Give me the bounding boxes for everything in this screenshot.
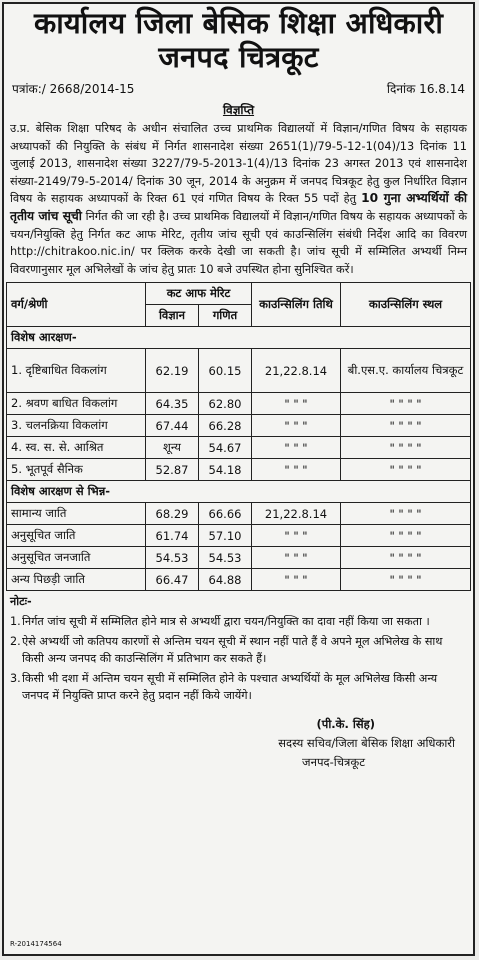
notice-page (2, 2, 475, 956)
note-text: किसी भी दशा में अन्तिम चयन सूची में सम्मिलित होने के पश्चात अभ्यर्थियों के मूल अभिलेख किसी अन्य जनपद में नियुक्ति प्राप्त करने हेतु प्रदान नहीं किये जायेंगे। (22, 671, 438, 703)
row-category: 4. स्व. स. से. आश्रित (7, 437, 146, 459)
row-venue: " " " " (341, 437, 471, 459)
signatory-name: (पी.के. सिंह) (316, 716, 375, 731)
release-code: R-2014174564 (10, 940, 62, 948)
table-row (7, 459, 471, 481)
row-category: अनुसूचित जनजाति (7, 547, 146, 569)
signature-block (4, 715, 473, 772)
table-row (7, 547, 471, 569)
row-maths: 64.88 (199, 569, 252, 591)
notes-section (4, 591, 473, 707)
row-date: " " " (252, 525, 341, 547)
note-item: 1. निर्गत जांच सूची में सम्मिलित होने मात्र से अभ्यर्थी द्वारा चयन/नियुक्ति का दावा नहीं किया जा सकता । (10, 613, 467, 631)
header-science: विज्ञान (146, 305, 199, 327)
signatory-place: जनपद-चित्रकूट (302, 754, 365, 769)
header-venue: काउन्सिलिंग स्थल (341, 283, 471, 327)
row-science: 52.87 (146, 459, 199, 481)
row-science: 54.53 (146, 547, 199, 569)
row-venue: " " " " (341, 415, 471, 437)
header-date: काउन्सिलिंग तिथि (252, 283, 341, 327)
row-science: 67.44 (146, 415, 199, 437)
section-general: विशेष आरक्षण से भिन्न- (7, 481, 471, 503)
row-science: 62.19 (146, 349, 199, 393)
row-science: 68.29 (146, 503, 199, 525)
body-text-2: निर्गत की जा रही है। उच्च प्राथमिक विद्यालयों में विज्ञान/गणित विषय के सहायक अध्यापकों के चयन/नियुक्ति हेतु निर्गत कट आफ मेरिट, तृतीय जांच सूची एवं काउन्सिलिंग संबंधी निर्देश आदि का विवरण http://chitrakoo.nic.in/ पर क्लिक करके देखी जा सकती है। जांच सूची में सम्मिलित अभ्यर्थी निम्न विवरणानुसार मूल अभिलेखों के जांच हेतु प्रातः 10 बजे उपस्थित होना सुनिश्चित करें। (10, 209, 467, 276)
row-venue: " " " " (341, 547, 471, 569)
table-row (7, 569, 471, 591)
meta-row (4, 80, 473, 97)
table-row (7, 437, 471, 459)
reference-number: पत्रांक:/ 2668/2014-15 (12, 82, 135, 96)
section-special: विशेष आरक्षण- (7, 327, 471, 349)
row-date: " " " (252, 459, 341, 481)
notice-body (4, 120, 473, 278)
row-category: अनुसूचित जाति (7, 525, 146, 547)
row-science: शून्य (146, 437, 199, 459)
row-date: " " " (252, 547, 341, 569)
row-maths: 54.67 (199, 437, 252, 459)
notice-date: दिनांक 16.8.14 (386, 82, 465, 96)
note-text: ऐसे अभ्यर्थी जो कतिपय कारणों से अन्तिम चयन सूची में स्थान नहीं पाते हैं वे अपने मूल अभिलेख के साथ किसी अन्य जनपद की काउन्सिलिंग में प्रतिभाग कर सकते हैं। (22, 634, 443, 666)
row-date: " " " (252, 393, 341, 415)
header-cutoff: कट आफ मेरिट (146, 283, 252, 305)
row-venue: " " " " (341, 459, 471, 481)
header-category: वर्ग/श्रेणी (7, 283, 146, 327)
row-category: अन्य पिछड़ी जाति (7, 569, 146, 591)
body-bold-text: 10 गुना अभ्यर्थियों की तृतीय जांच सूची (10, 191, 468, 223)
table-row (7, 349, 471, 393)
row-category: सामान्य जाति (7, 503, 146, 525)
row-date: 21,22.8.14 (252, 349, 341, 393)
row-venue: " " " " (341, 393, 471, 415)
cutoff-table (6, 282, 471, 591)
row-date: 21,22.8.14 (252, 503, 341, 525)
row-science: 61.74 (146, 525, 199, 547)
table-row (7, 393, 471, 415)
notes-heading: नोटः- (10, 595, 32, 609)
row-maths: 66.66 (199, 503, 252, 525)
note-text: निर्गत जांच सूची में सम्मिलित होने मात्र से अभ्यर्थी द्वारा चयन/नियुक्ति का दावा नहीं किया जा सकता । (22, 614, 430, 628)
signatory-designation: सदस्य सचिव/जिला बेसिक शिक्षा अधिकारी (278, 735, 455, 750)
row-maths: 60.15 (199, 349, 252, 393)
row-venue: " " " " (341, 503, 471, 525)
note-item: 2. ऐसे अभ्यर्थी जो कतिपय कारणों से अन्तिम चयन सूची में स्थान नहीं पाते हैं वे अपने मूल अभिलेख के साथ किसी अन्य जनपद की काउन्सिलिंग में प्रतिभाग कर सकते हैं। (10, 633, 467, 668)
row-maths: 54.18 (199, 459, 252, 481)
row-date: " " " (252, 569, 341, 591)
row-maths: 54.53 (199, 547, 252, 569)
row-category: 3. चलनक्रिया विकलांग (7, 415, 146, 437)
row-maths: 66.28 (199, 415, 252, 437)
header-maths: गणित (199, 305, 252, 327)
table-row (7, 503, 471, 525)
district-title: जनपद चित्रकूट (158, 40, 319, 74)
row-category: 5. भूतपूर्व सैनिक (7, 459, 146, 481)
row-science: 64.35 (146, 393, 199, 415)
office-title: कार्यालय जिला बेसिक शिक्षा अधिकारी (33, 6, 444, 40)
table-row (7, 415, 471, 437)
row-date: " " " (252, 415, 341, 437)
row-venue: " " " " (341, 569, 471, 591)
note-item: 3. किसी भी दशा में अन्तिम चयन सूची में सम्मिलित होने के पश्चात अभ्यर्थियों के मूल अभिलेख किसी अन्य जनपद में नियुक्ति प्राप्त करने हेतु प्रदान नहीं किये जायेंगे। (10, 670, 467, 705)
row-category: 1. दृष्टिबाधित विकलांग (7, 349, 146, 393)
row-venue: " " " " (341, 525, 471, 547)
table-row (7, 525, 471, 547)
row-venue: बी.एस.ए. कार्यालय चित्रकूट (341, 349, 471, 393)
row-category: 2. श्रवण बाधित विकलांग (7, 393, 146, 415)
body-text-1: उ.प्र. बेसिक शिक्षा परिषद के अधीन संचालित उच्च प्राथमिक विद्यालयों में विज्ञान/गणित विषय के सहायक अध्यापकों की नियुक्ति के संबंध में निर्गत शासनादेश संख्या 2651(1)/79-5-12-1(04)/13 दिनांक 11 जुलाई 2013, शासनादेश संख्या 3227/79-5-2013-1(4)/13 दिनांक 23 अगस्त 2013 एवं शासनादेश संख्या-2149/79-5-2014/ दिनांक 30 जून, 2014 के अनुक्रम में जनपद चित्रकूट हेतु कुल निर्धारित विज्ञान विषय के सहायक अध्यापकों के रिक्त 61 एवं गणित विषय के रिक्त 55 पदों हेतु (10, 122, 467, 206)
row-maths: 62.80 (199, 393, 252, 415)
row-maths: 57.10 (199, 525, 252, 547)
row-date: " " " (252, 437, 341, 459)
notice-heading: विज्ञप्ति (222, 103, 255, 117)
row-science: 66.47 (146, 569, 199, 591)
